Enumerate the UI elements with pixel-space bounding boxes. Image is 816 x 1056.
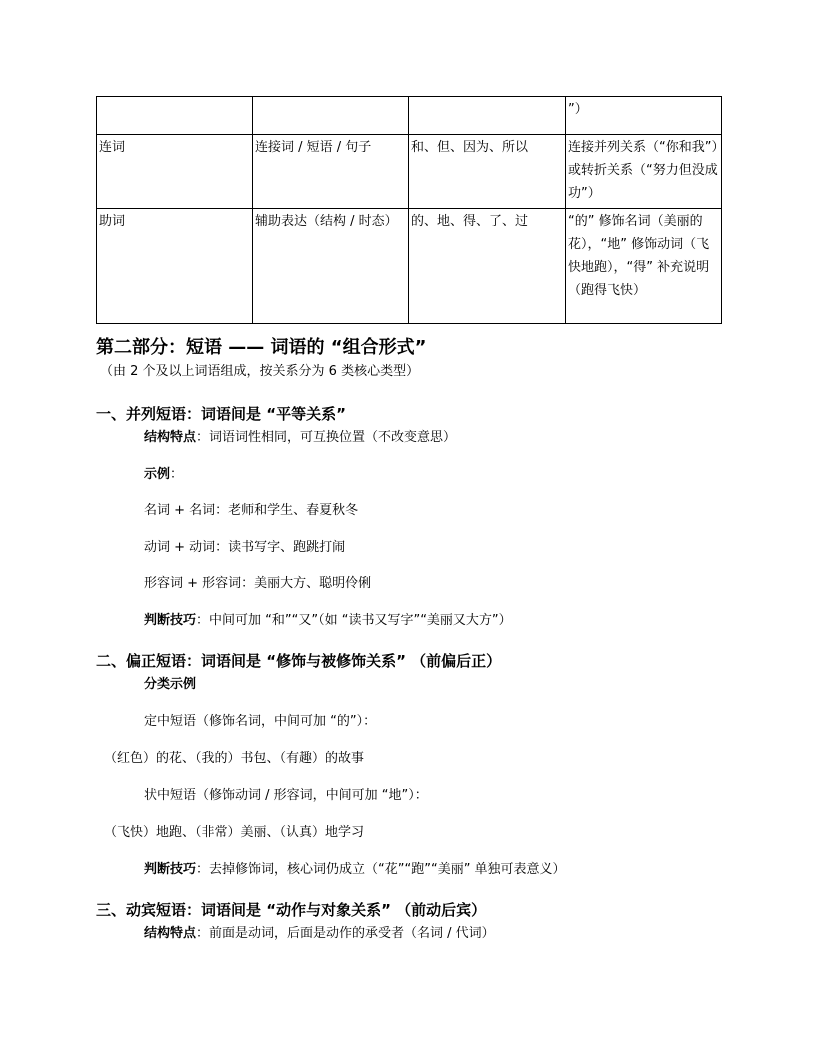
table-cell: 和、但、因为、所以 [409,135,566,209]
part-two-note: （由 2 个及以上词语组成，按关系分为 6 类核心类型） [100,364,420,379]
example-colon: ： [170,467,184,482]
example-label: 示例 [144,467,171,482]
section-1-feature [144,426,456,445]
table-cell: 辅助表达（结构 / 时态） [253,209,409,324]
section-2-definition-1: 定中短语（修饰名词，中间可加 “的”）： [144,714,377,729]
feature-label: 结构特点 [144,430,197,445]
table-cell: 连词 [97,135,253,209]
section-1-tip [144,609,512,628]
section-2-example-2: （飞快）地跑、（非常）美丽、（认真）地学习 [104,825,365,840]
section-1-example-3: 形容词 + 形容词：美丽大方、聪明伶俐 [144,576,372,591]
table-cell: ”） [566,97,722,135]
table-row [97,209,722,324]
section-2-definition-2: 状中短语（修饰动词 / 形容词，中间可加 “地”）： [144,788,428,803]
table-cell: 连接并列关系（“你和我”）或转折关系（“努力但没成功”） [566,135,722,209]
feature-text: ：词语词性相同，可互换位置（不改变意思） [196,430,457,445]
section-2-example-1: （红色）的花、（我的）书包、（有趣）的故事 [104,751,365,766]
table-row [97,135,722,209]
section-2-tip [144,858,566,877]
part-two-title: 第二部分：短语 —— 词语的 “组合形式” [96,337,427,358]
section-1-example-1: 名词 + 名词：老师和学生、春夏秋冬 [144,503,359,518]
table-cell [409,97,566,135]
feature-label: 结构特点 [144,926,197,941]
table-cell [97,97,253,135]
section-2-heading: 二、偏正短语：词语间是 “修饰与被修饰关系” （前偏后正） [96,652,502,670]
table-cell: 连接词 / 短语 / 句子 [253,135,409,209]
table-cell [253,97,409,135]
section-1-example-2: 动词 + 动词：读书写字、跑跳打闹 [144,540,346,555]
feature-text: ：前面是动词，后面是动作的承受者（名词 / 代词） [196,926,495,941]
table-row [97,97,722,135]
table-cell: 助词 [97,209,253,324]
tip-label: 判断技巧 [144,862,197,877]
table-cell: 的、地、得、了、过 [409,209,566,324]
table-cell: “的” 修饰名词（美丽的花），“地” 修饰动词（飞快地跑），“得” 补充说明（跑得飞快） [566,209,722,324]
tip-text: ：去掉修饰词，核心词仍成立（“花”“跑”“美丽” 单独可表意义） [196,862,566,877]
word-class-table [96,96,722,324]
section-3-feature [144,922,495,941]
section-3-heading: 三、动宾短语：词语间是 “动作与对象关系” （前动后宾） [96,901,487,919]
section-2-sub-label: 分类示例 [144,677,197,692]
section-1-heading: 一、并列短语：词语间是 “平等关系” [96,405,346,423]
tip-text: ：中间可加 “和”“又”（如 “读书又写字”“美丽又大方”） [196,613,512,628]
tip-label: 判断技巧 [144,613,197,628]
section-1-example-label [144,463,183,482]
